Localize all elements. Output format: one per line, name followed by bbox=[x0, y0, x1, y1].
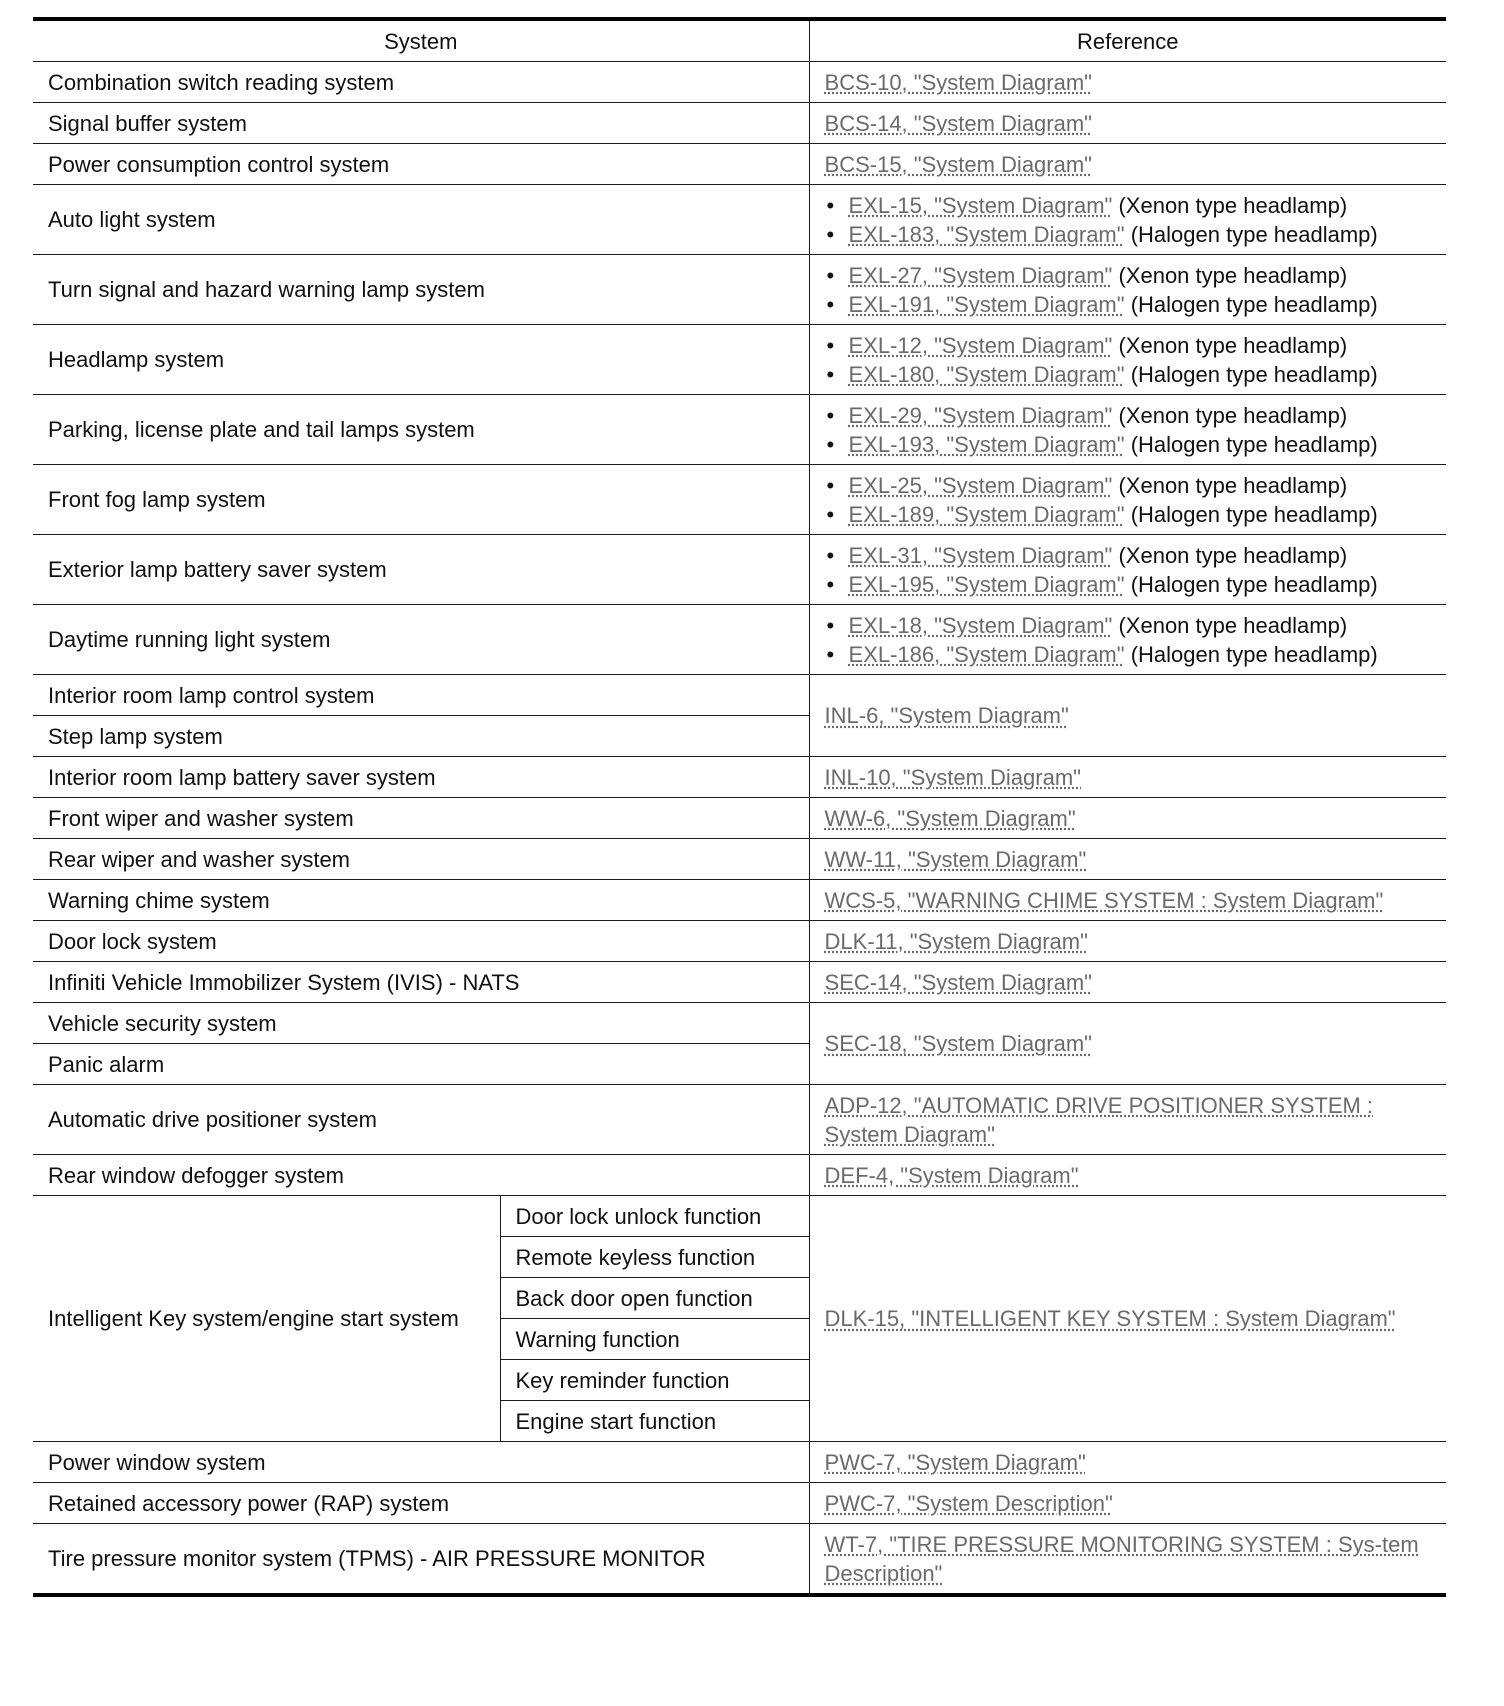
reference-link[interactable]: EXL-180, "System Diagram" bbox=[848, 361, 1125, 387]
reference-suffix: (Halogen type headlamp) bbox=[1130, 431, 1378, 457]
reference-item bbox=[825, 500, 1432, 529]
system-name: Infiniti Vehicle Immobilizer System (IVIS) - NATS bbox=[33, 962, 809, 1003]
system-name: Vehicle security system bbox=[33, 1003, 809, 1044]
system-name: Auto light system bbox=[33, 185, 809, 255]
reference-link[interactable]: DLK-15, "INTELLIGENT KEY SYSTEM : System Diagram" bbox=[824, 1306, 1396, 1331]
system-name: Retained accessory power (RAP) system bbox=[33, 1483, 809, 1524]
table-row bbox=[33, 798, 1446, 839]
reference-link[interactable]: PWC-7, "System Description" bbox=[824, 1490, 1113, 1516]
table-row bbox=[33, 144, 1446, 185]
reference-link[interactable]: INL-10, "System Diagram" bbox=[824, 764, 1081, 790]
header-system: System bbox=[33, 19, 809, 62]
reference-suffix: (Xenon type headlamp) bbox=[1118, 262, 1348, 288]
reference-suffix: (Xenon type headlamp) bbox=[1118, 472, 1348, 498]
reference-link[interactable]: WT-7, "TIRE PRESSURE MONITORING SYSTEM : Sys-tem Description" bbox=[824, 1531, 1419, 1586]
reference-item bbox=[825, 611, 1432, 640]
system-name: Front wiper and washer system bbox=[33, 798, 809, 839]
system-name: Tire pressure monitor system (TPMS) - AIR PRESSURE MONITOR bbox=[33, 1524, 809, 1596]
reference-link[interactable]: WW-6, "System Diagram" bbox=[824, 805, 1076, 831]
reference-item bbox=[825, 220, 1432, 249]
reference-link[interactable]: SEC-18, "System Diagram" bbox=[824, 1031, 1092, 1056]
function-name: Key reminder function bbox=[500, 1360, 809, 1401]
reference-suffix: (Xenon type headlamp) bbox=[1118, 192, 1348, 218]
system-name: Rear wiper and washer system bbox=[33, 839, 809, 880]
system-name: Interior room lamp battery saver system bbox=[33, 757, 809, 798]
reference-link[interactable]: BCS-15, "System Diagram" bbox=[824, 151, 1092, 177]
reference-link[interactable]: EXL-12, "System Diagram" bbox=[848, 332, 1113, 358]
reference-item bbox=[825, 261, 1432, 290]
reference-suffix: (Halogen type headlamp) bbox=[1130, 641, 1378, 667]
table-row bbox=[33, 675, 1446, 716]
table-row bbox=[33, 605, 1446, 675]
reference-suffix: (Halogen type headlamp) bbox=[1130, 221, 1378, 247]
reference-item bbox=[825, 331, 1432, 360]
table-row bbox=[33, 465, 1446, 535]
table-row bbox=[33, 1524, 1446, 1596]
reference-suffix: (Xenon type headlamp) bbox=[1118, 332, 1348, 358]
reference-link[interactable]: PWC-7, "System Diagram" bbox=[824, 1449, 1086, 1475]
table-header-row bbox=[33, 19, 1446, 62]
reference-link[interactable]: EXL-29, "System Diagram" bbox=[848, 402, 1113, 428]
table-row bbox=[33, 1155, 1446, 1196]
table-row bbox=[33, 535, 1446, 605]
reference-link[interactable]: ADP-12, "AUTOMATIC DRIVE POSITIONER SYSTEM : System Diagram" bbox=[824, 1092, 1374, 1147]
reference-link[interactable]: EXL-189, "System Diagram" bbox=[848, 501, 1125, 527]
reference-suffix: (Xenon type headlamp) bbox=[1118, 402, 1348, 428]
reference-suffix: (Halogen type headlamp) bbox=[1130, 571, 1378, 597]
reference-link[interactable]: EXL-183, "System Diagram" bbox=[848, 221, 1125, 247]
reference-link[interactable]: SEC-14, "System Diagram" bbox=[824, 969, 1092, 995]
reference-item bbox=[825, 430, 1432, 459]
system-name: Interior room lamp control system bbox=[33, 675, 809, 716]
reference-link[interactable]: INL-6, "System Diagram" bbox=[824, 703, 1069, 728]
reference-item bbox=[825, 471, 1432, 500]
reference-link[interactable]: EXL-31, "System Diagram" bbox=[848, 542, 1113, 568]
table-row bbox=[33, 325, 1446, 395]
reference-suffix: (Halogen type headlamp) bbox=[1130, 291, 1378, 317]
system-name: Combination switch reading system bbox=[33, 62, 809, 103]
reference-link[interactable]: BCS-10, "System Diagram" bbox=[824, 69, 1092, 95]
table-row bbox=[33, 1003, 1446, 1044]
table-row bbox=[33, 255, 1446, 325]
table-row bbox=[33, 62, 1446, 103]
system-name: Exterior lamp battery saver system bbox=[33, 535, 809, 605]
reference-item bbox=[825, 541, 1432, 570]
reference-item bbox=[825, 360, 1432, 389]
reference-suffix: (Halogen type headlamp) bbox=[1130, 501, 1378, 527]
reference-link[interactable]: EXL-18, "System Diagram" bbox=[848, 612, 1113, 638]
system-name: Parking, license plate and tail lamps system bbox=[33, 395, 809, 465]
reference-link[interactable]: EXL-191, "System Diagram" bbox=[848, 291, 1125, 317]
system-name: Power consumption control system bbox=[33, 144, 809, 185]
table-row bbox=[33, 1483, 1446, 1524]
system-name: Daytime running light system bbox=[33, 605, 809, 675]
reference-link[interactable]: WCS-5, "WARNING CHIME SYSTEM : System Diagram" bbox=[824, 887, 1384, 913]
reference-link[interactable]: DEF-4, "System Diagram" bbox=[824, 1162, 1079, 1188]
reference-item bbox=[825, 640, 1432, 669]
table-row bbox=[33, 880, 1446, 921]
reference-link[interactable]: EXL-195, "System Diagram" bbox=[848, 571, 1125, 597]
function-name: Door lock unlock function bbox=[500, 1196, 809, 1237]
reference-suffix: (Xenon type headlamp) bbox=[1118, 542, 1348, 568]
system-name: Turn signal and hazard warning lamp system bbox=[33, 255, 809, 325]
table-row bbox=[33, 1085, 1446, 1155]
system-name: Signal buffer system bbox=[33, 103, 809, 144]
system-name: Panic alarm bbox=[33, 1044, 809, 1085]
reference-link[interactable]: DLK-11, "System Diagram" bbox=[824, 928, 1088, 954]
header-reference: Reference bbox=[809, 19, 1446, 62]
system-name: Automatic drive positioner system bbox=[33, 1085, 809, 1155]
reference-link[interactable]: WW-11, "System Diagram" bbox=[824, 846, 1087, 872]
table-row bbox=[33, 395, 1446, 465]
function-name: Remote keyless function bbox=[500, 1237, 809, 1278]
table-row bbox=[33, 103, 1446, 144]
reference-item bbox=[825, 290, 1432, 319]
reference-link[interactable]: EXL-27, "System Diagram" bbox=[848, 262, 1113, 288]
system-name: Rear window defogger system bbox=[33, 1155, 809, 1196]
reference-link[interactable]: EXL-186, "System Diagram" bbox=[848, 641, 1125, 667]
function-name: Back door open function bbox=[500, 1278, 809, 1319]
table-row bbox=[33, 839, 1446, 880]
table-row bbox=[33, 1442, 1446, 1483]
reference-link[interactable]: EXL-193, "System Diagram" bbox=[848, 431, 1125, 457]
reference-suffix: (Halogen type headlamp) bbox=[1130, 361, 1378, 387]
reference-item bbox=[825, 191, 1432, 220]
function-name: Engine start function bbox=[500, 1401, 809, 1442]
table-row bbox=[33, 962, 1446, 1003]
reference-item bbox=[825, 401, 1432, 430]
table-row bbox=[33, 921, 1446, 962]
table-row bbox=[33, 757, 1446, 798]
system-name: Headlamp system bbox=[33, 325, 809, 395]
table-row bbox=[33, 185, 1446, 255]
reference-item bbox=[825, 570, 1432, 599]
reference-suffix: (Xenon type headlamp) bbox=[1118, 612, 1348, 638]
reference-link[interactable]: EXL-25, "System Diagram" bbox=[848, 472, 1113, 498]
reference-link[interactable]: BCS-14, "System Diagram" bbox=[824, 110, 1092, 136]
table-row bbox=[33, 1196, 1446, 1237]
function-name: Warning function bbox=[500, 1319, 809, 1360]
system-name: Warning chime system bbox=[33, 880, 809, 921]
system-name: Step lamp system bbox=[33, 716, 809, 757]
system-name: Intelligent Key system/engine start system bbox=[33, 1196, 500, 1442]
reference-table bbox=[33, 17, 1446, 1597]
system-name: Front fog lamp system bbox=[33, 465, 809, 535]
reference-link[interactable]: EXL-15, "System Diagram" bbox=[848, 192, 1113, 218]
system-name: Door lock system bbox=[33, 921, 809, 962]
system-name: Power window system bbox=[33, 1442, 809, 1483]
